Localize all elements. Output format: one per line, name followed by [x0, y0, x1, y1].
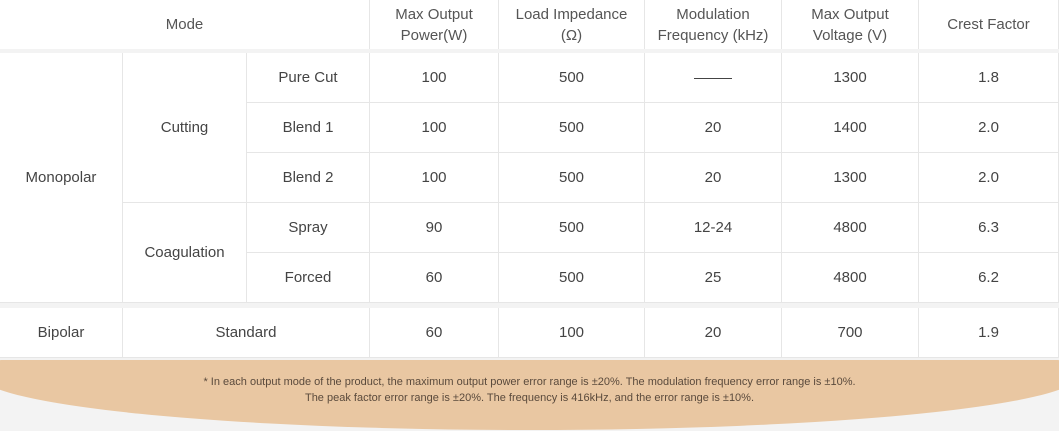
footnote-line: * In each output mode of the product, the maximum output power error range is ±20%. The modulation frequency error range is ±10%. — [203, 376, 856, 388]
power-cell: 100 — [370, 103, 499, 153]
voltage-cell: 700 — [782, 308, 919, 358]
impedance-cell: 100 — [499, 308, 645, 358]
modulation-cell: 20 — [645, 153, 782, 203]
modulation-cell: 25 — [645, 253, 782, 303]
footnote-line: The peak factor error range is ±20%. The frequency is 416kHz, and the error range is ±10%. — [304, 392, 755, 404]
header-mode: Mode — [0, 0, 370, 49]
header-row — [0, 0, 1059, 49]
footnote-text — [0, 374, 1059, 406]
mode-cell: Pure Cut — [247, 53, 370, 103]
mode-cell: Spray — [247, 203, 370, 253]
voltage-cell: 1300 — [782, 53, 919, 103]
table-row — [0, 53, 1059, 103]
group-cutting: Cutting — [123, 53, 247, 203]
impedance-cell: 500 — [499, 53, 645, 103]
voltage-cell: 1400 — [782, 103, 919, 153]
crest-cell: 6.2 — [919, 253, 1059, 303]
header-modulation-frequency: Modulation Frequency (kHz) — [645, 0, 782, 49]
voltage-cell: 1300 — [782, 153, 919, 203]
mode-cell: Blend 2 — [247, 153, 370, 203]
crest-cell: 2.0 — [919, 153, 1059, 203]
group-bipolar: Bipolar — [0, 308, 123, 358]
crest-cell: 1.9 — [919, 308, 1059, 358]
power-cell: 90 — [370, 203, 499, 253]
power-cell: 60 — [370, 308, 499, 358]
modulation-cell: 20 — [645, 103, 782, 153]
impedance-cell: 500 — [499, 253, 645, 303]
group-coagulation: Coagulation — [123, 203, 247, 303]
modulation-cell — [645, 53, 782, 103]
dash-mark — [694, 78, 732, 79]
power-cell: 60 — [370, 253, 499, 303]
modulation-cell: 20 — [645, 308, 782, 358]
group-monopolar: Monopolar — [0, 53, 123, 303]
table-row — [0, 308, 1059, 358]
modulation-cell: 12-24 — [645, 203, 782, 253]
header-load-impedance: Load Impedance (Ω) — [499, 0, 645, 49]
mode-cell: Standard — [123, 308, 370, 358]
table-row — [0, 203, 1059, 253]
power-cell: 100 — [370, 153, 499, 203]
impedance-cell: 500 — [499, 103, 645, 153]
header-crest-factor: Crest Factor — [919, 0, 1059, 49]
crest-cell: 1.8 — [919, 53, 1059, 103]
voltage-cell: 4800 — [782, 203, 919, 253]
header-max-output-voltage: Max Output Voltage (V) — [782, 0, 919, 49]
mode-cell: Blend 1 — [247, 103, 370, 153]
footnote-band — [0, 360, 1059, 431]
power-cell: 100 — [370, 53, 499, 103]
header-max-output-power: Max Output Power(W) — [370, 0, 499, 49]
impedance-cell: 500 — [499, 203, 645, 253]
voltage-cell: 4800 — [782, 253, 919, 303]
crest-cell: 2.0 — [919, 103, 1059, 153]
crest-cell: 6.3 — [919, 203, 1059, 253]
mode-cell: Forced — [247, 253, 370, 303]
impedance-cell: 500 — [499, 153, 645, 203]
